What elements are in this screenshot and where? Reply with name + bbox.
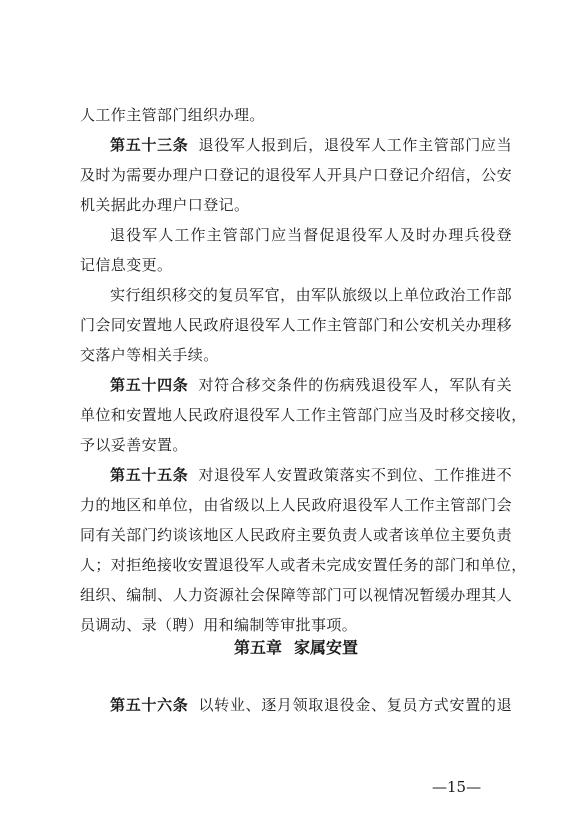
- line-text: 对符合移交条件的伤病残退役军人，军队有关: [198, 376, 512, 394]
- paragraph-line: [80, 160, 512, 190]
- paragraph-line: [80, 490, 512, 520]
- line-text: 对退役军人安置政策落实不到位、工作推进不: [198, 466, 512, 484]
- paragraph-line: [80, 580, 512, 610]
- paragraph-line: [80, 100, 512, 130]
- line-text: 以转业、逐月领取退役金、复员方式安置的退: [198, 696, 512, 714]
- paragraph-line: [80, 310, 512, 340]
- paragraph-line: [80, 690, 512, 720]
- line-text: 员调动、录（聘）用和编制等审批事项。: [80, 616, 358, 634]
- line-text: 同有关部门约谈该地区人民政府主要负责人或者该单位主要负责: [80, 526, 512, 544]
- paragraph-line: [80, 370, 512, 400]
- line-text: 予以妥善安置。: [80, 436, 188, 454]
- article-number: 第五十四条: [110, 376, 189, 394]
- line-text: 交落户等相关手续。: [80, 346, 219, 364]
- line-text: 门会同安置地人民政府退役军人工作主管部门和公安机关办理移: [80, 316, 512, 334]
- paragraph-line: [80, 520, 512, 550]
- paragraph-line: [80, 340, 512, 370]
- paragraph-line: [80, 220, 512, 250]
- final-paragraph: [80, 690, 512, 720]
- line-text: 及时为需要办理户口登记的退役军人开具户口登记介绍信，公安: [80, 166, 512, 184]
- line-text: 退役军人报到后，退役军人工作主管部门应当: [198, 136, 512, 154]
- paragraph-line: [80, 130, 512, 160]
- line-text: 退役军人工作主管部门应当督促退役军人及时办理兵役登: [110, 226, 512, 244]
- article-number: 第五十三条: [110, 136, 189, 154]
- line-text: 记信息变更。: [80, 256, 173, 274]
- paragraph-line: [80, 190, 512, 220]
- chapter-title: 家属安置: [294, 638, 359, 657]
- article-number: 第五十五条: [110, 466, 189, 484]
- article-number: 第五十六条: [110, 696, 189, 714]
- chapter-number: 第五章: [233, 638, 282, 657]
- line-text: 机关据此办理户口登记。: [80, 196, 250, 214]
- paragraph-line: [80, 250, 512, 280]
- line-text: 力的地区和单位，由省级以上人民政府退役军人工作主管部门会: [80, 496, 512, 514]
- line-text: 单位和安置地人民政府退役军人工作主管部门应当及时移交接收，: [80, 406, 527, 424]
- line-text: 组织、编制、人力资源社会保障等部门可以视情况暂缓办理其人: [80, 586, 512, 604]
- line-text: 实行组织移交的复员军官，由军队旅级以上单位政治工作部: [110, 286, 512, 304]
- paragraph-line: [80, 430, 512, 460]
- line-text: 人；对拒绝接收安置退役军人或者未完成安置任务的部门和单位，: [80, 556, 527, 574]
- paragraph-line: [80, 550, 527, 580]
- page-number: —15—: [432, 778, 482, 796]
- line-text: 人工作主管部门组织办理。: [80, 106, 265, 124]
- paragraph-line: [80, 280, 512, 310]
- paragraph-line: [80, 400, 527, 430]
- paragraph-line: [80, 460, 512, 490]
- body-text: [80, 100, 527, 640]
- chapter-heading: [80, 633, 512, 663]
